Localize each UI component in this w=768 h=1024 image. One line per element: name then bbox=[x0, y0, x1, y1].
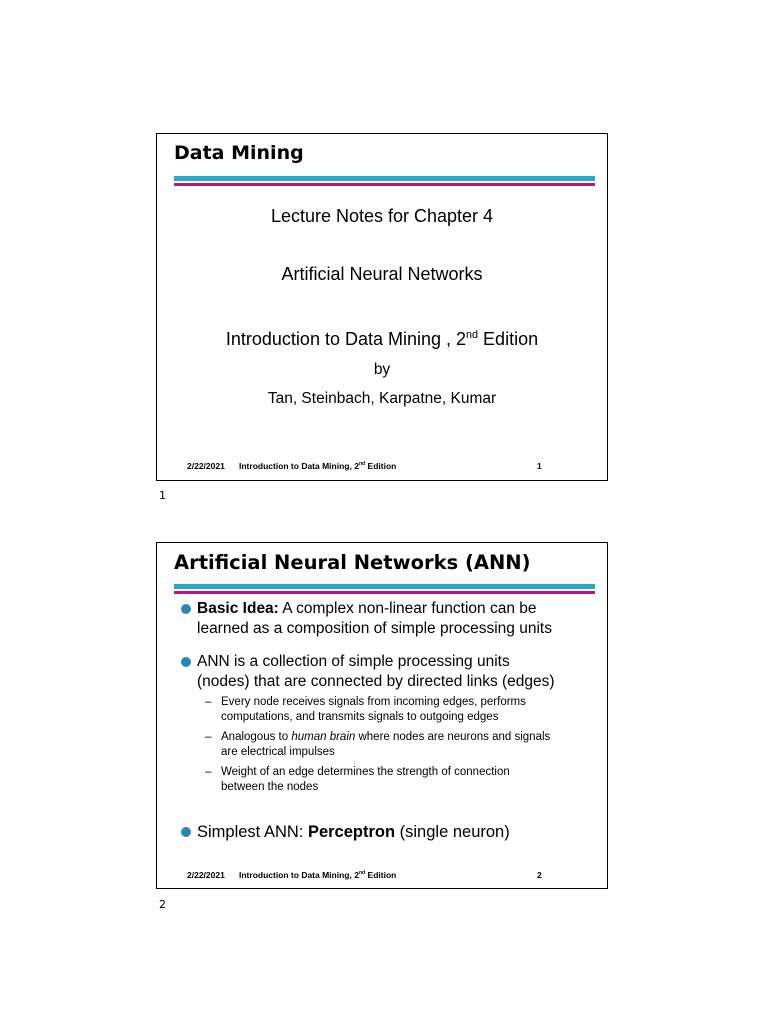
title-divider bbox=[174, 176, 595, 186]
dash-icon: – bbox=[205, 766, 212, 778]
bullet-ann-definition: ANN is a collection of simple processing units (nodes) that are connected by directed links (edges) bbox=[182, 652, 555, 692]
bullet-dot-icon bbox=[181, 657, 191, 667]
footer-date: 2/22/2021 bbox=[187, 461, 225, 471]
footer-slide-number: 2 bbox=[537, 870, 542, 880]
slide-2 bbox=[156, 542, 608, 889]
slide-1-title: Data Mining bbox=[174, 142, 304, 164]
sub-bullet-brain: – Analogous to human brain where nodes are neurons and signals are electrical impulses bbox=[205, 731, 551, 758]
divider-magenta-bar bbox=[174, 183, 595, 186]
bullet-dot-icon bbox=[181, 604, 191, 614]
by-line: by bbox=[373, 361, 391, 378]
lecture-notes-line: Lecture Notes for Chapter 4 bbox=[270, 206, 494, 226]
footer-title: Introduction to Data Mining, 2nd Edition bbox=[239, 461, 397, 471]
page-number-2: 2 bbox=[159, 898, 166, 911]
page-number-1: 1 bbox=[159, 489, 166, 502]
footer-title: Introduction to Data Mining, 2nd Edition bbox=[239, 870, 397, 880]
book-title-line bbox=[157, 329, 607, 350]
subject-line: Artificial Neural Networks bbox=[281, 264, 483, 284]
slide-2-footer bbox=[157, 870, 607, 884]
footer-slide-number: 1 bbox=[537, 461, 542, 471]
sub-bullet-weight: – Weight of an edge determines the strength of connection between the nodes bbox=[205, 766, 510, 793]
bullet-bold-label: Basic Idea: bbox=[197, 600, 279, 617]
dash-icon: – bbox=[205, 696, 212, 708]
slide-2-title: Artificial Neural Networks (ANN) bbox=[174, 551, 531, 574]
slide-1-footer bbox=[157, 461, 607, 475]
divider-magenta-bar bbox=[174, 591, 595, 594]
bullet-dot-icon bbox=[181, 827, 191, 837]
book-title-sup: nd bbox=[466, 329, 479, 341]
slide-1 bbox=[156, 133, 608, 481]
dash-icon: – bbox=[205, 731, 212, 743]
bullet-perceptron: Simplest ANN: Perceptron (single neuron) bbox=[182, 822, 510, 842]
authors-line: Tan, Steinbach, Karpatne, Kumar bbox=[267, 390, 497, 407]
book-title-main: Introduction to Data Mining , 2 bbox=[225, 329, 467, 349]
title-divider bbox=[174, 584, 595, 594]
sub-bullet-signals: – Every node receives signals from incoming edges, performs computations, and transmits signals to outgoing edges bbox=[205, 696, 526, 723]
footer-date: 2/22/2021 bbox=[187, 870, 225, 880]
book-title-tail: Edition bbox=[478, 329, 539, 349]
bullet-basic-idea: Basic Idea: A complex non-linear function can be learned as a composition of simple processing units bbox=[182, 599, 552, 639]
